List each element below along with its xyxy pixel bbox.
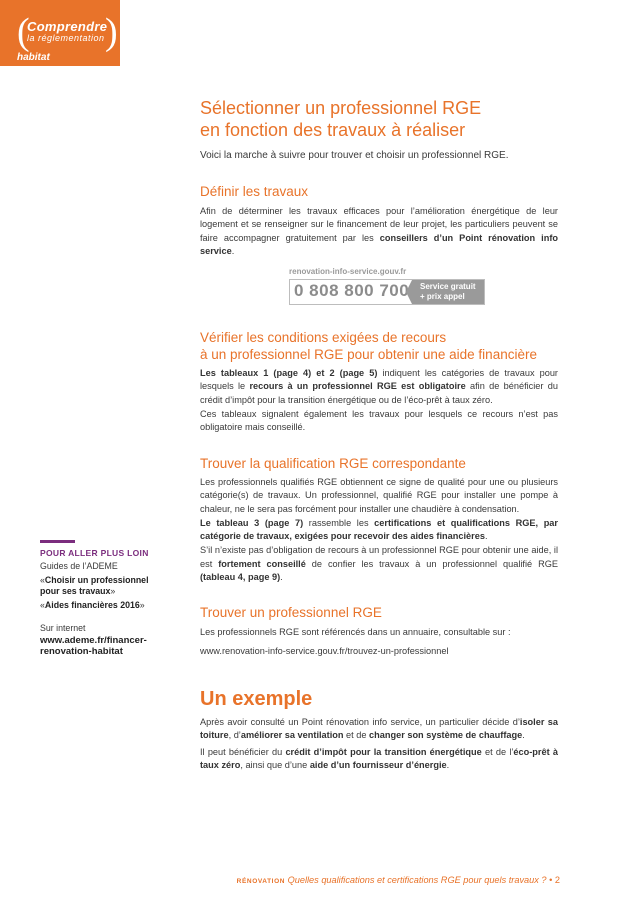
section-paragraph: Les professionnels RGE sont référencés dans un annuaire, consultable sur : [200, 627, 511, 637]
bold-text: conseillers d’un Point rénovation info service [200, 232, 558, 256]
section-conditions [200, 329, 558, 434]
section-qualification [200, 455, 558, 584]
phone-number[interactable]: 0 808 800 700 [294, 281, 410, 300]
section-example [200, 688, 558, 772]
sidebar-further-reading [40, 540, 170, 657]
page-title-line2: en fonction des travaux à réaliser [200, 120, 466, 140]
phone-tag-line2: + prix appel [420, 292, 465, 301]
phone-url[interactable]: renovation-info-service.gouv.fr [289, 267, 407, 276]
header-badge [0, 0, 120, 66]
section-paragraph: Les tableaux 1 (page 4) et 2 (page 5) indiquent les catégories de travaux pour lesquels le recours à un professionnel RGE est obligatoire afin de bénéficier du crédit d’impôt pour la transition énergétique ou de l’éco-prêt à taux zéro. [200, 368, 558, 405]
section-heading: Trouver un professionnel RGE [200, 605, 382, 620]
section-paragraph: Il peut bénéficier du crédit d’impôt pour la transition énergétique et de l’éco-prêt à taux zéro, ainsi que d’une aide d’un fournisseur d’énergie. [200, 746, 558, 770]
section-paragraph: Les professionnels qualifiés RGE obtiennent ce signe de qualité pour une ou plusieurs catégorie(s) de travaux. Un professionnel, qualifié RGE pour installer une pompe à chaleur, ne le sera pas forcément pour installer une chaudière à condensation. [200, 477, 558, 514]
section-paragraph: Ces tableaux signalent également les travaux pour lesquels ce recours n’est pas obligatoire mais conseillé. [200, 408, 558, 433]
badge-close-paren: ) [105, 11, 118, 53]
heading-line1: Vérifier les conditions exigées de recours [200, 330, 447, 345]
sidebar-internet-label: Sur internet [40, 623, 86, 633]
sidebar-guides-label: Guides de l’ADEME [40, 561, 118, 571]
section-heading: Définir les travaux [200, 184, 309, 199]
directory-link[interactable]: www.renovation-info-service.gouv.fr/trouvez-un-professionnel [200, 646, 449, 657]
section-paragraph: Après avoir consulté un Point rénovation info service, un particulier décide d’isoler sa toiture, d’améliorer sa ventilation et de changer son système de chauffage. [200, 717, 558, 741]
badge-open-paren: ( [17, 11, 30, 53]
badge-subtitle: la réglementation [27, 33, 105, 43]
section-find-professional [200, 604, 558, 659]
footer-title: Quelles qualifications et certifications RGE pour quels travaux ? [287, 875, 547, 885]
sidebar-internet-link[interactable]: www.ademe.fr/financer-renovation-habitat [40, 635, 147, 657]
badge-tag: habitat [17, 52, 50, 63]
sidebar-rule [40, 540, 75, 543]
page-title [200, 97, 560, 141]
phone-box [289, 267, 485, 304]
badge-text [27, 20, 107, 43]
page-footer [230, 875, 560, 885]
section-paragraph: S’il n’existe pas d’obligation de recours à un professionnel RGE pour obtenir une aide, il est fortement conseillé de confier les travaux à un professionnel qualifié RGE (tableau 4, page 9). [200, 545, 558, 583]
page-title-line1: Sélectionner un professionnel RGE [200, 98, 482, 118]
phone-tag [412, 280, 484, 304]
section-heading: Trouver la qualification RGE correspondante [200, 456, 466, 471]
phone-number-box [289, 279, 485, 305]
heading-line2: à un professionnel RGE pour obtenir une aide financière [200, 347, 537, 362]
sidebar-guide-2[interactable]: «Aides financières 2016» [40, 600, 145, 610]
intro-text: Voici la marche à suivre pour trouver et choisir un professionnel RGE. [200, 150, 509, 161]
footer-keyword: RÉNOVATION [236, 878, 286, 885]
section-paragraph: Le tableau 3 (page 7) rassemble les certifications et qualifications RGE, par catégorie de travaux, exigées pour recevoir des aides financières. [200, 517, 558, 542]
page-number: 2 [554, 875, 560, 885]
section-paragraph: Afin de déterminer les travaux efficaces pour l’amélioration énergétique de leur logement et se renseigner sur le financement de leur projet, les particuliers peuvent se faire accompagner gratuitement par les conseillers d’un Point rénovation info service. [200, 206, 558, 256]
footer-separator: • [549, 875, 553, 885]
phone-tag-line1: Service gratuit [420, 282, 476, 291]
sidebar-guide-1[interactable]: «Choisir un professionnel pour ses travaux» [40, 575, 149, 596]
section-define-works [200, 183, 558, 258]
sidebar-heading: POUR ALLER PLUS LOIN [40, 548, 149, 558]
badge-title: Comprendre [27, 19, 108, 34]
section-heading: Un exemple [200, 688, 313, 710]
section-heading [200, 329, 558, 363]
